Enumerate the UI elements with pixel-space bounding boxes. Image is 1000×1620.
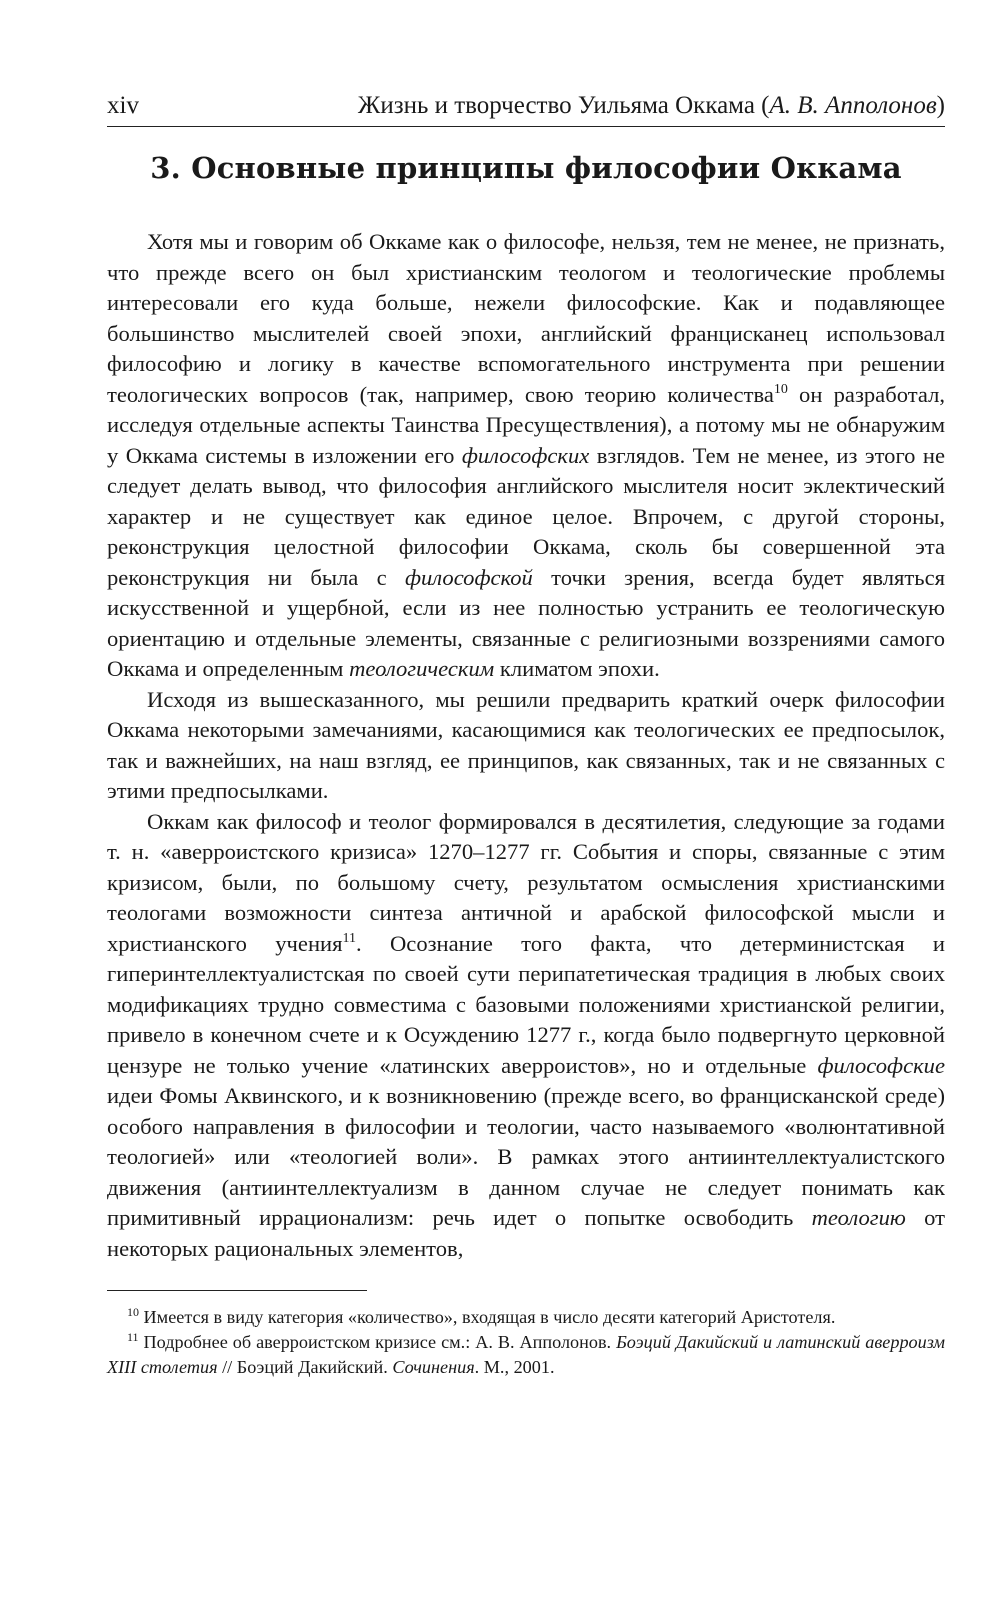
footnote-italic: Сочинения [392,1357,475,1377]
running-title-author: А. В. Апполонов [769,92,937,119]
italic-run: теологическим [349,656,495,681]
running-header [107,92,945,127]
footnote-number: 11 [127,1330,139,1344]
text-run: взглядов. Тем не менее, из этого не следует делать вывод, что философия английского мыслителя носит эклектический характер и не существует как единое целое. Впрочем, с другой стороны, реконструкция целостной философии Оккама, сколь бы совершенной эта реконструкция ни была с [107,442,945,590]
footnote-text: // Боэций Дакийский. [217,1357,393,1377]
footnote-divider [107,1290,367,1291]
running-title [358,92,945,120]
text-run: . Осознание того факта, что детерминистская и гиперинтеллектуалистская по своей сути перипатетическая традиция в любых своих модификациях трудно совместима с базовыми положениями христианской религии, привело в конечном счете и к Осуждению 1277 г., когда было подвергнуто церковной цензуре не только учение «латинских аверроистов», но и отдельные [107,930,945,1078]
text-run: идеи Фомы Аквинского, и к возникновению (прежде всего, во францисканской среде) особого направления в философии и теологии, часто называемого «волюнтативной теологией» или «теологией воли». В рамках этого антиинтеллектуалистского движения (антиинтеллектуализм в данном случае не следует понимать как примитивный иррационализм: речь идет о попытке освободить [107,1083,945,1230]
text-run: климатом эпохи. [494,656,660,681]
footnote-10 [107,1305,945,1330]
body-text [107,227,945,1264]
italic-run: философских [461,442,590,468]
running-title-text: Жизнь и творчество Уильяма Оккама ( [357,92,770,119]
running-title-close: ) [936,92,945,119]
paragraph-3 [107,807,945,1265]
text-run: он разработал, исследуя отдельные аспекты Таинства Пресуществления), а потому мы не обнаружим у Оккама системы в изложении его [107,381,945,468]
footnote-text: . М., 2001. [474,1357,555,1377]
paragraph-2: Исходя из вышесказанного, мы решили предварить краткий очерк философии Оккама некоторыми замечаниями, касающимися как теологических ее предпосылок, так и важнейших, на наш взгляд, ее принципов, как связанных, так и не связанных с этими предпосылками. [107,686,945,803]
footnote-number: 10 [127,1305,139,1319]
footnote-text: Имеется в виду категория «количество», входящая в число десяти категорий Аристотеля. [139,1307,836,1327]
text-run: Оккам как философ и теолог формировался в десятилетия, следующие за годами т. н. «аверроистского кризиса» 1270–1277 гг. События и споры, связанные с этим кризисом, были, по большому счету, результатом осмысления христианскими теологами возможности синтеза античной и арабской философской мысли и христианского учения [107,808,945,956]
footnotes [107,1305,945,1380]
footnote-11 [107,1330,945,1380]
paragraph-1 [107,227,945,685]
footnote-italic: Боэций Дакийский и латинский аверроизм XIII столетия [107,1332,945,1377]
book-page [107,92,945,1380]
section-title: 3. Основные принципы философии Оккама [150,151,902,185]
italic-run: теологию [811,1205,906,1230]
page-number: xiv [107,92,139,119]
text-run: от некоторых рациональных элементов, [107,1205,945,1261]
text-run: Хотя мы и говорим об Оккаме как о философе, нельзя, тем не менее, не признать, что прежде всего он был христианским теологом и теологические проблемы интересовали его куда больше, нежели философские. Как и подавляющее большинство мыслителей своей эпохи, английский францисканец использовал философию и логику в качестве вспомогательного инструмента при решении теологических вопросов (так, например, свою теорию количества [107,229,945,407]
text-run: точки зрения, всегда будет являться искусственной и ущербной, если из нее полностью устранить ее теологическую ориентацию и отдельные элементы, связанные с религиозными воззрениями самого Оккама и определенным [107,564,945,681]
footnote-ref-11[interactable]: 11 [342,930,357,946]
italic-run: философские [817,1052,945,1078]
footnote-ref-10[interactable]: 10 [773,381,788,397]
italic-run: философской [404,564,533,590]
footnote-text: Подробнее об аверроистском кризисе см.: А. В. Апполонов. [138,1332,617,1352]
